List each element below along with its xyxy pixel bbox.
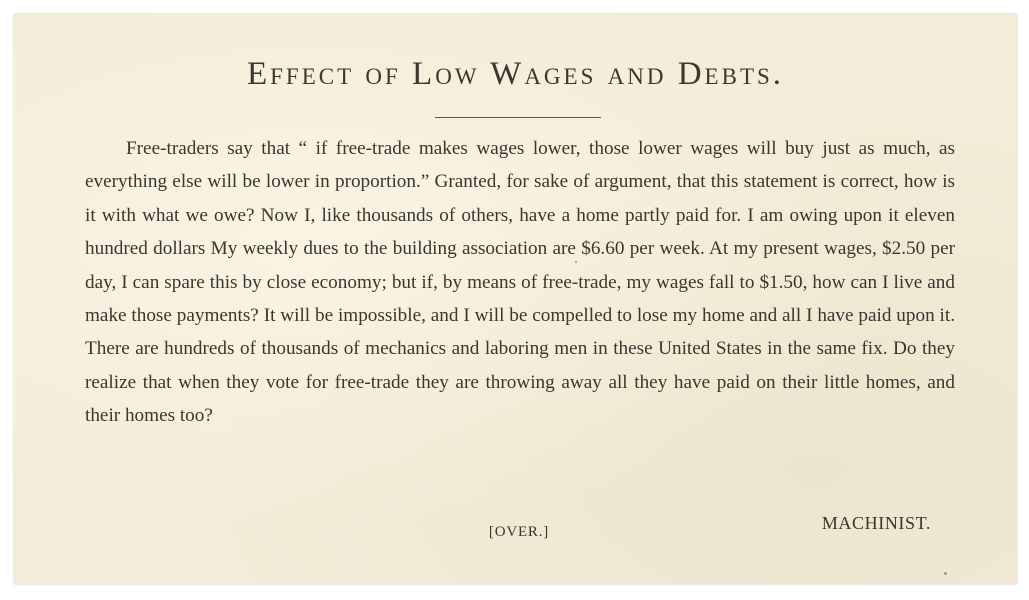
- paper-speck: [575, 261, 577, 263]
- trade-card: [14, 14, 1017, 584]
- paper-speck: [944, 572, 947, 575]
- card-body-text: Free-traders say that “ if free-trade makes wages lower, those lower wages will buy just as much, as everything else will be lower in proportion.” Granted, for sake of argument, that this statement is correct, how is it with what we owe? Now I, like thousands of others, have a home partly paid for. I am owing upon it eleven hundred dollars My weekly dues to the building association are $6.60 per week. At my present wages, $2.50 per day, I can spare this by close economy; but if, by means of free-trade, my wages fall to $1.50, how can I live and make those payments? It will be impossible, and I will be compelled to lose my home and all I have paid upon it. There are hundreds of thousands of mechanics and laboring men in these United States in the same fix. Do they realize that when they vote for free-trade they are throwing away all they have paid on their little homes, and their homes too?: [85, 138, 955, 427]
- signature: MACHINIST.: [821, 513, 931, 533]
- over-note: [OVER.]: [488, 524, 550, 540]
- card-title: Effect of Low Wages and Debts.: [246, 56, 785, 92]
- title-divider: [435, 117, 601, 118]
